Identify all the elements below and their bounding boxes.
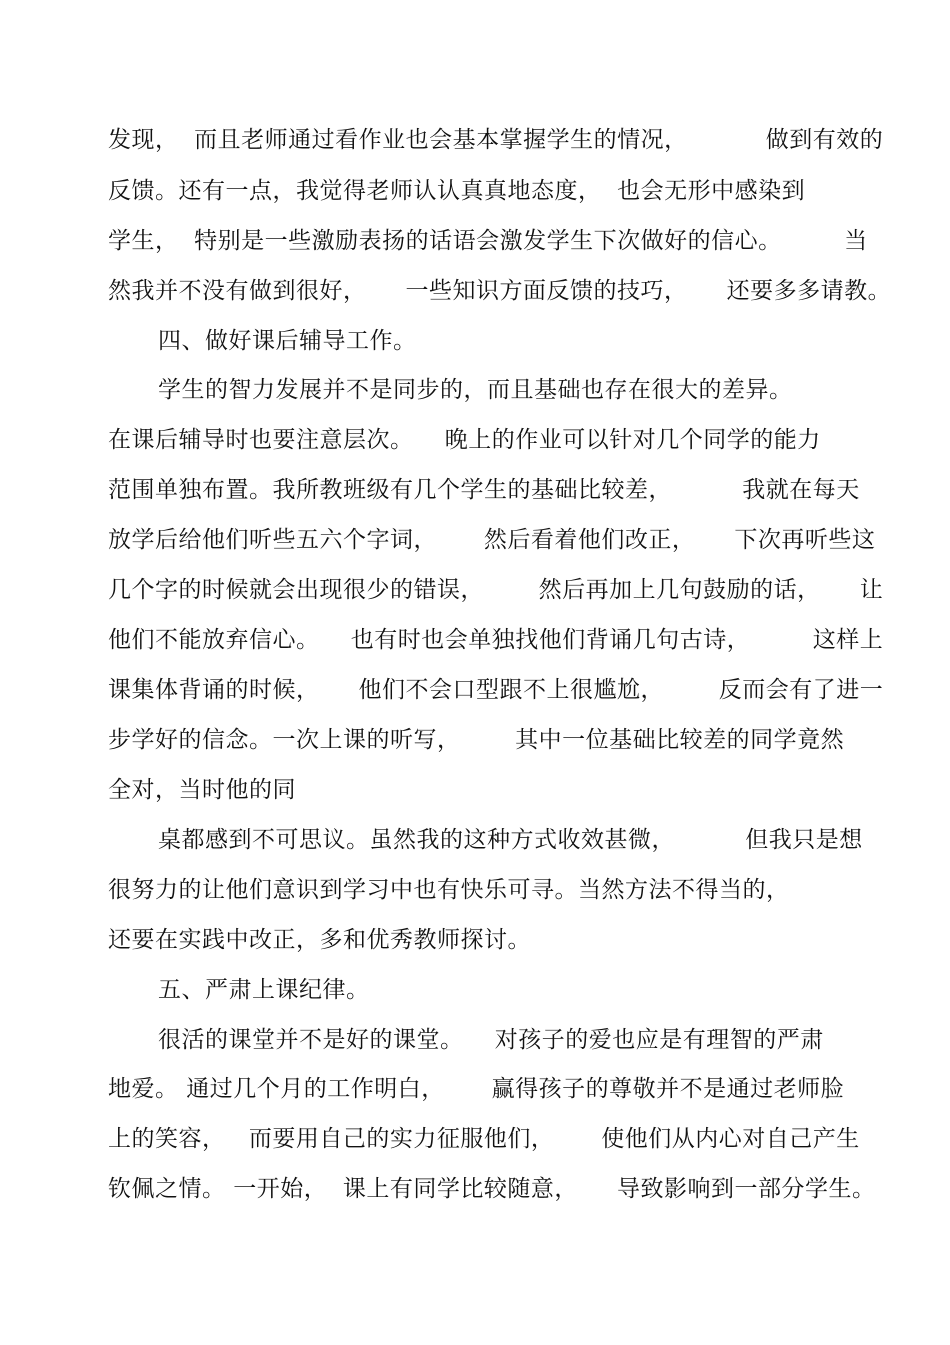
text-line: 在课后辅导时也要注意层次。 晚上的作业可以针对几个同学的能力 [108, 427, 821, 453]
text-line: 步学好的信念。一次上课的听写， 其中一位基础比较差的同学竟然 [108, 727, 845, 753]
text-line: 课集体背诵的时候， 他们不会口型跟不上很尴尬， 反而会有了进一 [108, 677, 884, 703]
text-line: 全对，当时他的同 [108, 777, 296, 803]
text-line: 很努力的让他们意识到学习中也有快乐可寻。当然方法不得当的， [108, 877, 790, 903]
section-heading: 四、做好课后辅导工作。 [158, 328, 417, 354]
text-line: 学生的智力发展并不是同步的，而且基础也存在很大的差异。 [158, 377, 793, 403]
text-line: 桌都感到不可思议。虽然我的这种方式收效甚微， 但我只是想 [158, 827, 863, 853]
text-line: 上的笑容， 而要用自己的实力征服他们， 使他们从内心对自己产生 [108, 1126, 860, 1152]
text-line: 发现， 而且老师通过看作业也会基本掌握学生的情况， 做到有效的 [108, 127, 884, 153]
text-line: 他们不能放弃信心。 也有时也会单独找他们背诵几句古诗， 这样上 [108, 627, 884, 653]
section-heading: 五、严肃上课纪律。 [158, 977, 370, 1003]
text-line: 地爱。 通过几个月的工作明白， 赢得孩子的尊敬并不是通过老师脸 [108, 1076, 845, 1102]
text-line: 然我并不没有做到很好， 一些知识方面反馈的技巧， 还要多多请教。 [108, 278, 892, 304]
text-line: 放学后给他们听些五六个字词， 然后看着他们改正， 下次再听些这 [108, 527, 876, 553]
text-line: 反馈。还有一点，我觉得老师认认真真地态度， 也会无形中感染到 [108, 178, 806, 204]
text-line: 还要在实践中改正，多和优秀教师探讨。 [108, 927, 531, 953]
text-line: 学生， 特别是一些激励表扬的话语会激发学生下次做好的信心。 当 [108, 228, 868, 254]
text-line: 钦佩之情。 一开始， 课上有同学比较随意， 导致影响到一部分学生。 [108, 1176, 876, 1202]
text-line: 很活的课堂并不是好的课堂。 对孩子的爱也应是有理智的严肃 [158, 1027, 824, 1053]
text-line: 范围单独布置。我所教班级有几个学生的基础比较差， 我就在每天 [108, 477, 860, 503]
text-line: 几个字的时候就会出现很少的错误， 然后再加上几句鼓励的话， 让 [108, 577, 884, 603]
